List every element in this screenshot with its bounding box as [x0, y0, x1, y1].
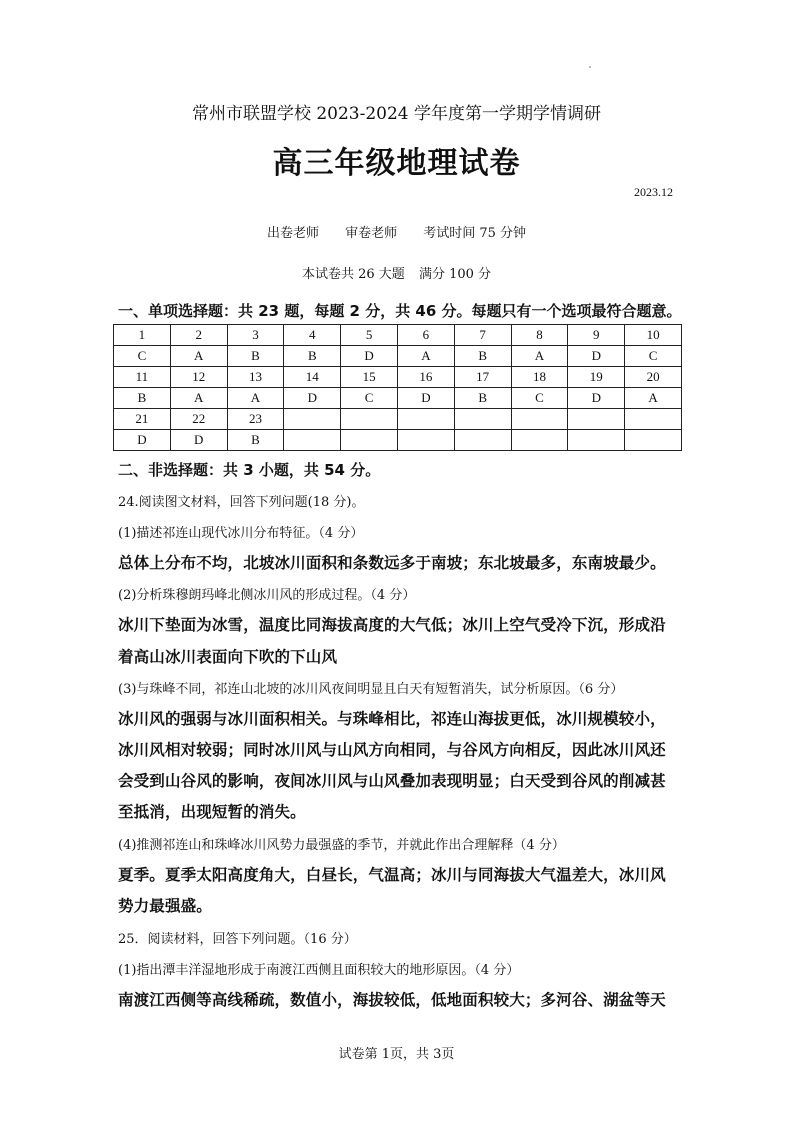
- table-row: [114, 409, 682, 430]
- table-row: [114, 367, 682, 388]
- question-number-cell: 16: [397, 367, 454, 388]
- question-number-cell: 9: [568, 325, 625, 346]
- q24-part2-question: (2)分析珠穆朗玛峰北侧冰川风的形成过程。（4 分）: [118, 588, 416, 603]
- answer-table: [113, 324, 682, 451]
- question-number-cell: 2: [170, 325, 227, 346]
- q24-part3-answer-line3: 会受到山谷风的影响，夜间冰川风与山风叠加表现明显；白天受到谷风的削减甚: [118, 772, 666, 790]
- answer-cell: D: [341, 346, 398, 367]
- question-number-cell: 13: [227, 367, 284, 388]
- answer-cell: [511, 430, 568, 451]
- question-number-cell: 8: [511, 325, 568, 346]
- page-footer: 试卷第 1页，共 3页: [338, 1047, 455, 1062]
- answer-cell: B: [227, 346, 284, 367]
- q24-part3-question: (3)与珠峰不同，祁连山北坡的冰川风夜间明显且白天有短暂消失，试分析原因。（6 分）: [118, 682, 624, 697]
- table-row: [114, 430, 682, 451]
- question-number-cell: 20: [625, 367, 682, 388]
- answer-cell: D: [284, 388, 341, 409]
- question-number-cell: 1: [114, 325, 171, 346]
- answer-cell: A: [227, 388, 284, 409]
- answer-cell: B: [454, 346, 511, 367]
- q24-part4-question: (4)推测祁连山和珠峰冰川风势力最强盛的季节，并就此作出合理解释（4 分）: [118, 838, 565, 853]
- answer-cell: A: [170, 388, 227, 409]
- answer-cell: C: [341, 388, 398, 409]
- q24-part3-answer-line1: 冰川风的强弱与冰川面积相关。与珠峰相比，祁连山海拔更低，冰川规模较小，: [118, 710, 666, 728]
- question-number-cell: 19: [568, 367, 625, 388]
- question-number-cell: 5: [341, 325, 398, 346]
- q25-intro: 25．阅读材料，回答下列问题。（16 分）: [118, 932, 357, 947]
- q24-part2-answer-line1: 冰川下垫面为冰雪，温度比同海拔高度的大气低；冰川上空气受冷下沉，形成沿: [118, 616, 666, 634]
- answer-cell: B: [114, 388, 171, 409]
- answer-cell: B: [454, 388, 511, 409]
- question-number-cell: 11: [114, 367, 171, 388]
- table-row: [114, 346, 682, 367]
- question-number-cell: 15: [341, 367, 398, 388]
- question-number-cell: 4: [284, 325, 341, 346]
- question-number-cell: 22: [170, 409, 227, 430]
- q24-part3-answer-line2: 冰川风相对较弱；同时冰川风与山风方向相同，与谷风方向相反，因此冰川风还: [118, 741, 666, 759]
- q25-part1-question: (1)指出潭丰洋湿地形成于南渡江西侧且面积较大的地形原因。（4 分）: [118, 963, 520, 978]
- question-number-cell: [284, 409, 341, 430]
- answer-cell: C: [625, 346, 682, 367]
- answer-cell: D: [114, 430, 171, 451]
- staff-line: [0, 222, 793, 241]
- answer-cell: C: [511, 388, 568, 409]
- answer-cell: D: [568, 388, 625, 409]
- exam-summary: [0, 263, 793, 282]
- scan-speck: [589, 66, 591, 68]
- question-number-cell: 14: [284, 367, 341, 388]
- q25-part1-answer-line1: 南渡江西侧等高线稀疏，数值小，海拔较低，低地面积较大；多河谷、湖盆等天: [118, 991, 666, 1009]
- full-score: 满分 100 分: [418, 267, 492, 282]
- question-number-cell: [625, 409, 682, 430]
- question-number-cell: [454, 409, 511, 430]
- q24-intro: 24.阅读图文材料，回答下列问题(18 分)。: [118, 495, 365, 510]
- answer-cell: A: [625, 388, 682, 409]
- question-number-cell: [341, 409, 398, 430]
- answer-cell: [284, 430, 341, 451]
- q24-part1-answer: 总体上分布不均，北坡冰川面积和条数远多于南坡；东北坡最多，东南坡最少。: [118, 554, 666, 572]
- setter-label: 出卷老师: [266, 226, 319, 241]
- answer-cell: C: [114, 346, 171, 367]
- answer-cell: D: [397, 388, 454, 409]
- q24-part4-answer-line2: 势力最强盛。: [118, 897, 212, 915]
- answer-cell: B: [227, 430, 284, 451]
- exam-duration: 考试时间 75 分钟: [423, 226, 527, 241]
- question-number-cell: 7: [454, 325, 511, 346]
- question-number-cell: [397, 409, 454, 430]
- answer-cell: [341, 430, 398, 451]
- school-line: 常州市联盟学校 2023-2024 学年度第一学期学情调研: [191, 104, 602, 124]
- answer-cell: A: [511, 346, 568, 367]
- reviewer-label: 审卷老师: [345, 226, 398, 241]
- question-number-cell: 21: [114, 409, 171, 430]
- question-number-cell: 10: [625, 325, 682, 346]
- answer-cell: [625, 430, 682, 451]
- question-number-cell: 18: [511, 367, 568, 388]
- q24-part2-answer-line2: 着高山冰川表面向下吹的下山风: [118, 648, 338, 666]
- question-number-cell: 6: [397, 325, 454, 346]
- answer-cell: A: [170, 346, 227, 367]
- section1-heading: 一、单项选择题：共 23 题，每题 2 分，共 46 分。每题只有一个选项最符合题意。: [118, 302, 682, 320]
- question-number-cell: 17: [454, 367, 511, 388]
- table-row: [114, 388, 682, 409]
- page-title: 高三年级地理试卷: [272, 146, 521, 181]
- q24-part1-question: (1)描述祁连山现代冰川分布特征。（4 分）: [118, 526, 364, 541]
- question-number-cell: 3: [227, 325, 284, 346]
- answer-cell: D: [170, 430, 227, 451]
- answer-cell: [397, 430, 454, 451]
- exam-date: 2023.12: [634, 185, 673, 199]
- q24-part3-answer-line4: 至抵消，出现短暂的消失。: [118, 803, 306, 821]
- question-number-cell: 12: [170, 367, 227, 388]
- answer-cell: D: [568, 346, 625, 367]
- answer-cell: [454, 430, 511, 451]
- question-number-cell: [568, 409, 625, 430]
- answer-cell: A: [397, 346, 454, 367]
- table-row: [114, 325, 682, 346]
- section2-heading: 二、非选择题：共 3 小题，共 54 分。: [118, 461, 381, 479]
- answer-cell: [568, 430, 625, 451]
- q24-part4-answer-line1: 夏季。夏季太阳高度角大，白昼长，气温高；冰川与同海拔大气温差大，冰川风: [118, 866, 666, 884]
- question-number-cell: [511, 409, 568, 430]
- answer-cell: B: [284, 346, 341, 367]
- question-count: 本试卷共 26 大题: [301, 267, 405, 282]
- question-number-cell: 23: [227, 409, 284, 430]
